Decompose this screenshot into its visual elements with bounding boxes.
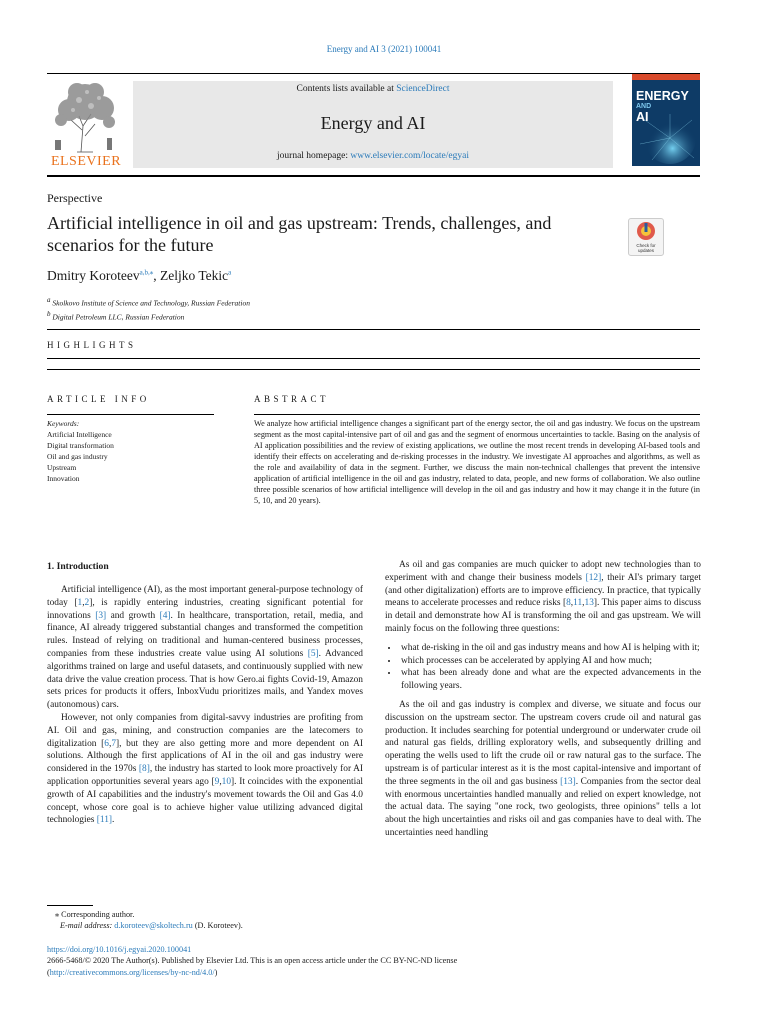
journal-name: Energy and AI: [320, 113, 426, 133]
keywords-block: [47, 418, 114, 484]
masthead-top-rule: [47, 73, 700, 74]
corresponding-author-note: [47, 909, 243, 920]
reference-link[interactable]: [3]: [95, 610, 107, 621]
affiliation-text: Skolkovo Institute of Science and Technology, Russian Federation: [52, 298, 250, 308]
doi-link[interactable]: https://doi.org/10.1016/j.egyai.2020.100041: [47, 945, 192, 954]
text-run: , their AI's primary target (and other digitalization) efforts are to improve efficiency. In practice, that typically means to accelerate processes and reduce risks [: [385, 572, 701, 609]
reference-link[interactable]: [4]: [159, 610, 171, 621]
keyword-item: Innovation: [47, 474, 80, 483]
check-updates-label: Check for updates: [636, 243, 656, 253]
author-name[interactable]: Dmitry Koroteev: [47, 268, 140, 283]
email-suffix: (D. Koroteev).: [192, 921, 243, 931]
reference-link[interactable]: 2: [84, 597, 90, 608]
body-column-left: [47, 584, 363, 827]
elsevier-tree-icon: [47, 80, 125, 154]
cover-title: [636, 90, 689, 123]
affiliation-mark: b: [47, 309, 51, 318]
reference-link[interactable]: [11]: [96, 815, 113, 826]
journal-masthead: [133, 81, 613, 168]
text-run: (: [47, 967, 50, 977]
email-label: E-mail address:: [60, 921, 115, 931]
text-run: ]. This paper aims to discuss in detail and demonstrate how AI is transforming the oil and gas upstream. We will mainly focus on the following three questions:: [385, 598, 701, 634]
section-rule: [47, 414, 214, 415]
author-affiliation-marks: a: [228, 268, 232, 277]
abstract-heading: ABSTRACT: [254, 394, 330, 404]
sciencedirect-link[interactable]: ScienceDirect: [396, 84, 450, 94]
reference-link[interactable]: 9: [214, 776, 220, 787]
reference-link[interactable]: 8: [566, 598, 571, 609]
keywords-heading: Keywords:: [47, 419, 80, 428]
body-paragraph: [385, 699, 701, 840]
reference-link[interactable]: 13: [584, 598, 594, 609]
text-run: ): [214, 967, 218, 977]
keyword-item: Digital transformation: [47, 441, 114, 450]
check-updates-icon: [629, 219, 663, 243]
text-run: ], is rapidly entering industries, creating significant potential for innovations: [47, 597, 363, 621]
text-run: As oil and gas companies are much quicker to adopt new technologies than to experiment with and change their business models: [385, 560, 701, 583]
question-item: • which processes can be accelerated by applying AI and how much;: [399, 655, 701, 668]
reference-link[interactable]: [12]: [585, 572, 602, 583]
affiliation-item: [47, 295, 250, 309]
introduction-heading: 1. Introduction: [47, 561, 109, 572]
contents-prefix: Contents lists available at: [296, 84, 397, 94]
footnote-text: Corresponding author.: [61, 910, 135, 919]
text-run: and growth: [106, 610, 160, 621]
email-link[interactable]: d.koroteev@skoltech.ru: [114, 921, 193, 931]
text-run: As the oil and gas industry is complex and diverse, we situate and focus our discussion on the upstream sector. The upstream covers crude oil and natural gas production. It includes searching for potential underground or underwater crude oil and natural gas fields, drilling exploratory wells, and subsequently drilling and operating the wells used to lift the crude oil or raw natural gas to the surface. The upstream is of particular interest as it is the most capital-intensive and important of the three segments in the oil and gas business: [385, 699, 701, 787]
keyword-item: Oil and gas industry: [47, 452, 108, 461]
article-title: Artificial intelligence in oil and gas upstream: Trends, challenges, and scenarios for the future: [47, 213, 552, 255]
text-run: ,: [82, 597, 85, 608]
affiliation-text: Digital Petroleum LLC, Russian Federation: [52, 312, 185, 321]
reference-link[interactable]: 6: [104, 738, 109, 749]
question-list: [385, 642, 701, 693]
author-name[interactable]: Zeljko Tekic: [159, 268, 229, 283]
text-run: ,: [108, 738, 112, 749]
doi-copyright-block: [47, 944, 457, 978]
section-rule: [254, 414, 700, 415]
section-rule: [47, 329, 700, 330]
copyright-line: 2666-5468/© 2020 The Author(s). Published by Elsevier Ltd. This is an open access article under the CC BY-NC-ND license: [47, 956, 458, 966]
article-type: Perspective: [47, 191, 103, 205]
text-run: However, not only companies from digital-savvy industries are profiting from AI. Oil and gas, mining, and construction companies are the latecomers to digitalization [: [47, 712, 363, 749]
reference-link[interactable]: [8]: [138, 764, 150, 775]
text-run: ]. It coincides with the exponential growth of AI capabilities and the industry's movement towards the Oil and Gas 4.0 concept, whose core goal is to achieve higher value utilizing advanced digital technologies: [47, 776, 363, 826]
reference-link[interactable]: 11: [573, 598, 583, 609]
cover-title-ai: AI: [636, 109, 649, 124]
text-run: , the industry has started to look more proactively for AI application opportunities several years ago [: [47, 764, 363, 787]
text-run: . In healthcare, transportation, retail, media, and finance, AI already triggered substantial changes and transformed the competition rules. Instead of relying on traditional and human-centered business processes, companies from these industries create value using AI solutions: [47, 610, 363, 659]
text-run: ], but they are also getting more and more dependent on AI solutions. Although the first applications of AI in the oil and gas industry were considered in the 1970s: [47, 738, 363, 775]
affiliations: [47, 295, 250, 322]
body-paragraph: [385, 559, 701, 636]
reference-link[interactable]: 10: [221, 776, 232, 787]
journal-homepage-line: [133, 151, 613, 161]
body-paragraph: [47, 584, 363, 712]
masthead-bottom-rule: [47, 175, 700, 177]
journal-homepage-link[interactable]: www.elsevier.com/locate/egyai: [350, 151, 469, 161]
journal-citation[interactable]: Energy and AI 3 (2021) 100041: [326, 44, 442, 54]
section-rule: [47, 369, 700, 370]
footnote-rule: [47, 905, 93, 906]
elsevier-wordmark: ELSEVIER: [50, 154, 122, 169]
author-list: [47, 268, 231, 284]
elsevier-logo[interactable]: [47, 80, 125, 168]
question-item: • what de-risking in the oil and gas industry means and how AI is helping with it;: [399, 642, 701, 655]
email-note: [47, 920, 243, 931]
text-run: .: [112, 815, 115, 826]
text-run: ,: [219, 776, 222, 787]
article-info-heading: ARTICLE INFO: [47, 394, 150, 404]
footnote-mark: ⁎: [55, 910, 60, 919]
reference-link[interactable]: 7: [111, 738, 116, 749]
author-affiliation-marks[interactable]: a,b,⁎: [139, 268, 154, 277]
text-run: ,: [582, 598, 585, 609]
body-column-right: [385, 559, 701, 840]
author-separator: ,: [153, 268, 160, 283]
text-run: Artificial intelligence (AI), as the most important general-purpose technology of today [: [47, 585, 363, 608]
abstract-text: We analyze how artificial intelligence changes a significant part of the energy sector, the oil and gas industry. We focus on the upstream segment as the most capital-intensive part of oil and gas and the segment of enormous uncertainties to tackle. Basing on the analysis of AI application possibilities and the review of existing applications, we outline the most recent trends in developing AI-based tools and identify their effects on accelerating and de-risking processes in the industry. We investigate AI approaches and algorithms, as well as the role and availability of data in the segment. Further, we discuss the main non-technical challenges that prevent the intensive application of artificial intelligence in the oil and gas industry, related to data, people, and new forms of collaboration. We also outline three possible scenarios of how artificial intelligence will develop in the oil and gas industry and how it may change it in the future (in 5, 10, and 20 years).: [254, 419, 700, 505]
body-paragraph: [47, 712, 363, 827]
text-run: ,: [570, 598, 574, 609]
section-rule: [47, 358, 700, 359]
keyword-item: Upstream: [47, 463, 77, 472]
text-run: . Companies from the sector deal with enormous uncertainties handled manually and relied on expert knowledge, not the actual data. The saying "one rock, two geologists, three opinions" tells a lot about the high uncertainties and risks oil and gas companies have to deal with. The uncertainties need handling: [385, 776, 702, 838]
cover-title-and: AND: [636, 102, 652, 110]
footnotes: [47, 909, 243, 932]
journal-cover-image[interactable]: [632, 74, 700, 166]
text-run: . Advanced algorithms trained on large and useful datasets, and continuously supplied with new data drive the value creation process. That is how Gero.ai fights Covid-19, Amazon sets prices for products it offers, InboxVudu prioritizes mails, and Yandex moves (autonomous) cars.: [47, 648, 363, 711]
highlights-heading: HIGHLIGHTS: [47, 340, 137, 350]
keyword-item: Artificial Intelligence: [47, 430, 112, 439]
question-item: • what has been already done and what are the expected advancements in the following years.: [399, 667, 701, 693]
contents-available-line: [133, 84, 613, 94]
cover-title-energy: ENERGY: [636, 89, 689, 103]
reference-link[interactable]: [5]: [307, 648, 319, 659]
reference-link[interactable]: [13]: [560, 776, 576, 787]
reference-link[interactable]: 1: [77, 597, 83, 608]
license-link[interactable]: http://creativecommons.org/licenses/by-nc-nd/4.0/: [49, 967, 215, 977]
homepage-prefix: journal homepage:: [277, 151, 351, 161]
affiliation-item: [47, 309, 250, 323]
affiliation-mark: a: [47, 296, 51, 304]
license-line: [47, 967, 457, 978]
check-for-updates-button[interactable]: [628, 218, 664, 256]
